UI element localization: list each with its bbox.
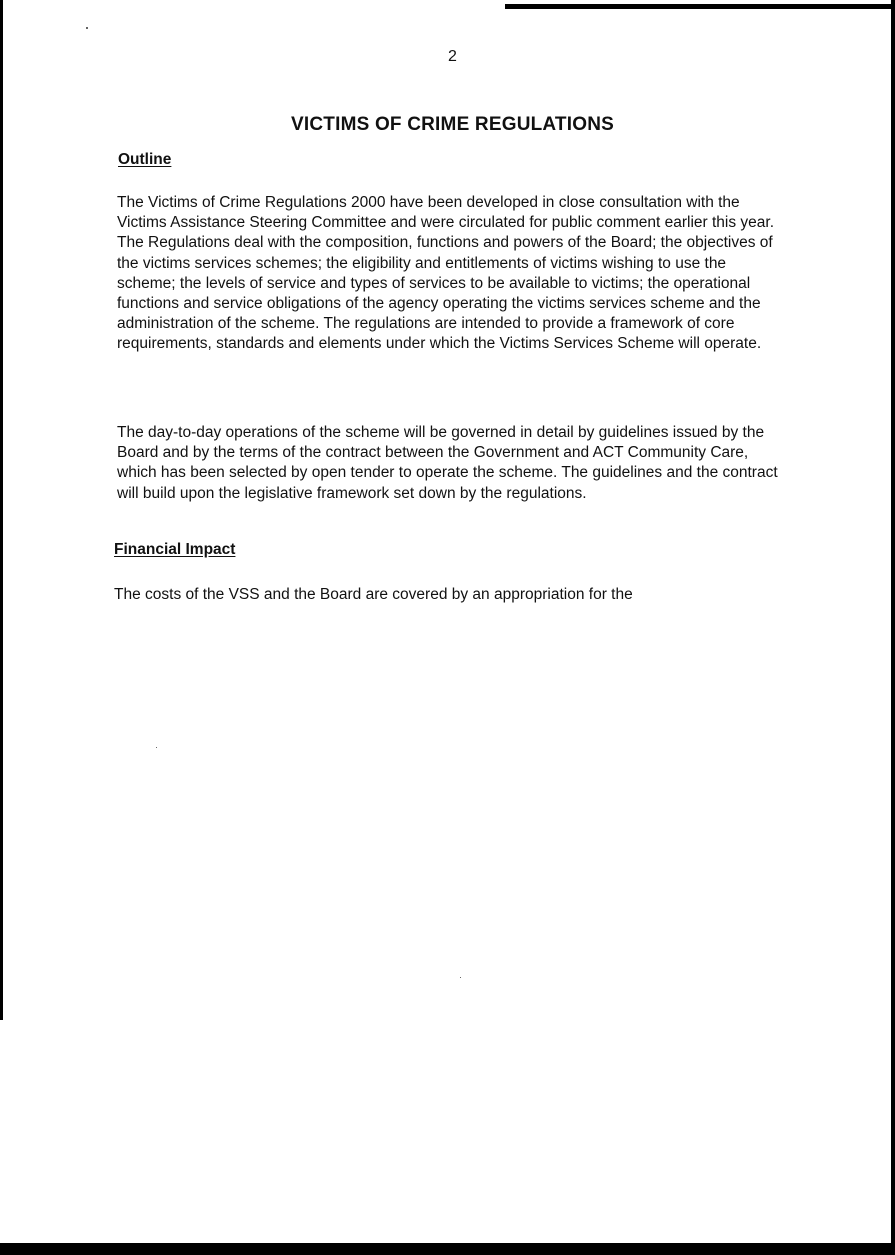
outline-paragraph-2: The day-to-day operations of the scheme will be governed in detail by guidelines issued by the Board and by the terms of the contract between the Government and ACT Community Care, which has been selected by open tender to operate the scheme. The guidelines and the contract will build upon the legislative framework set down by the regulations. — [117, 424, 778, 502]
financial-impact-paragraph-1: The costs of the VSS and the Board are covered by an appropriation for the — [114, 586, 633, 603]
scan-border-right — [891, 0, 895, 1255]
scan-border-bottom — [0, 1243, 895, 1255]
section-heading-financial-impact: Financial Impact — [114, 541, 236, 558]
outline-paragraph-1: The Victims of Crime Regulations 2000 have been developed in close consultation with the Victims Assistance Steering Committee and were circulated for public comment earlier this year. The Regulations deal with the composition, functions and powers of the Board; the objectives of the victims services schemes; the eligibility and entitlements of victims wishing to use the scheme; the levels of service and types of services to be available to victims; the operational functions and service obligations of the agency operating the victims services scheme and the administration of the scheme. The regulations are intended to provide a framework of core requirements, standards and elements under which the Victims Services Scheme will operate. — [117, 194, 775, 353]
page-number: 2 — [448, 48, 457, 65]
scan-border-left — [0, 0, 3, 1020]
scan-speck — [460, 977, 461, 978]
scan-speck — [156, 747, 157, 748]
section-heading-outline: Outline — [118, 151, 172, 168]
scan-speck — [86, 27, 88, 29]
scan-border-top — [505, 4, 895, 9]
document-title: VICTIMS OF CRIME REGULATIONS — [291, 114, 614, 135]
